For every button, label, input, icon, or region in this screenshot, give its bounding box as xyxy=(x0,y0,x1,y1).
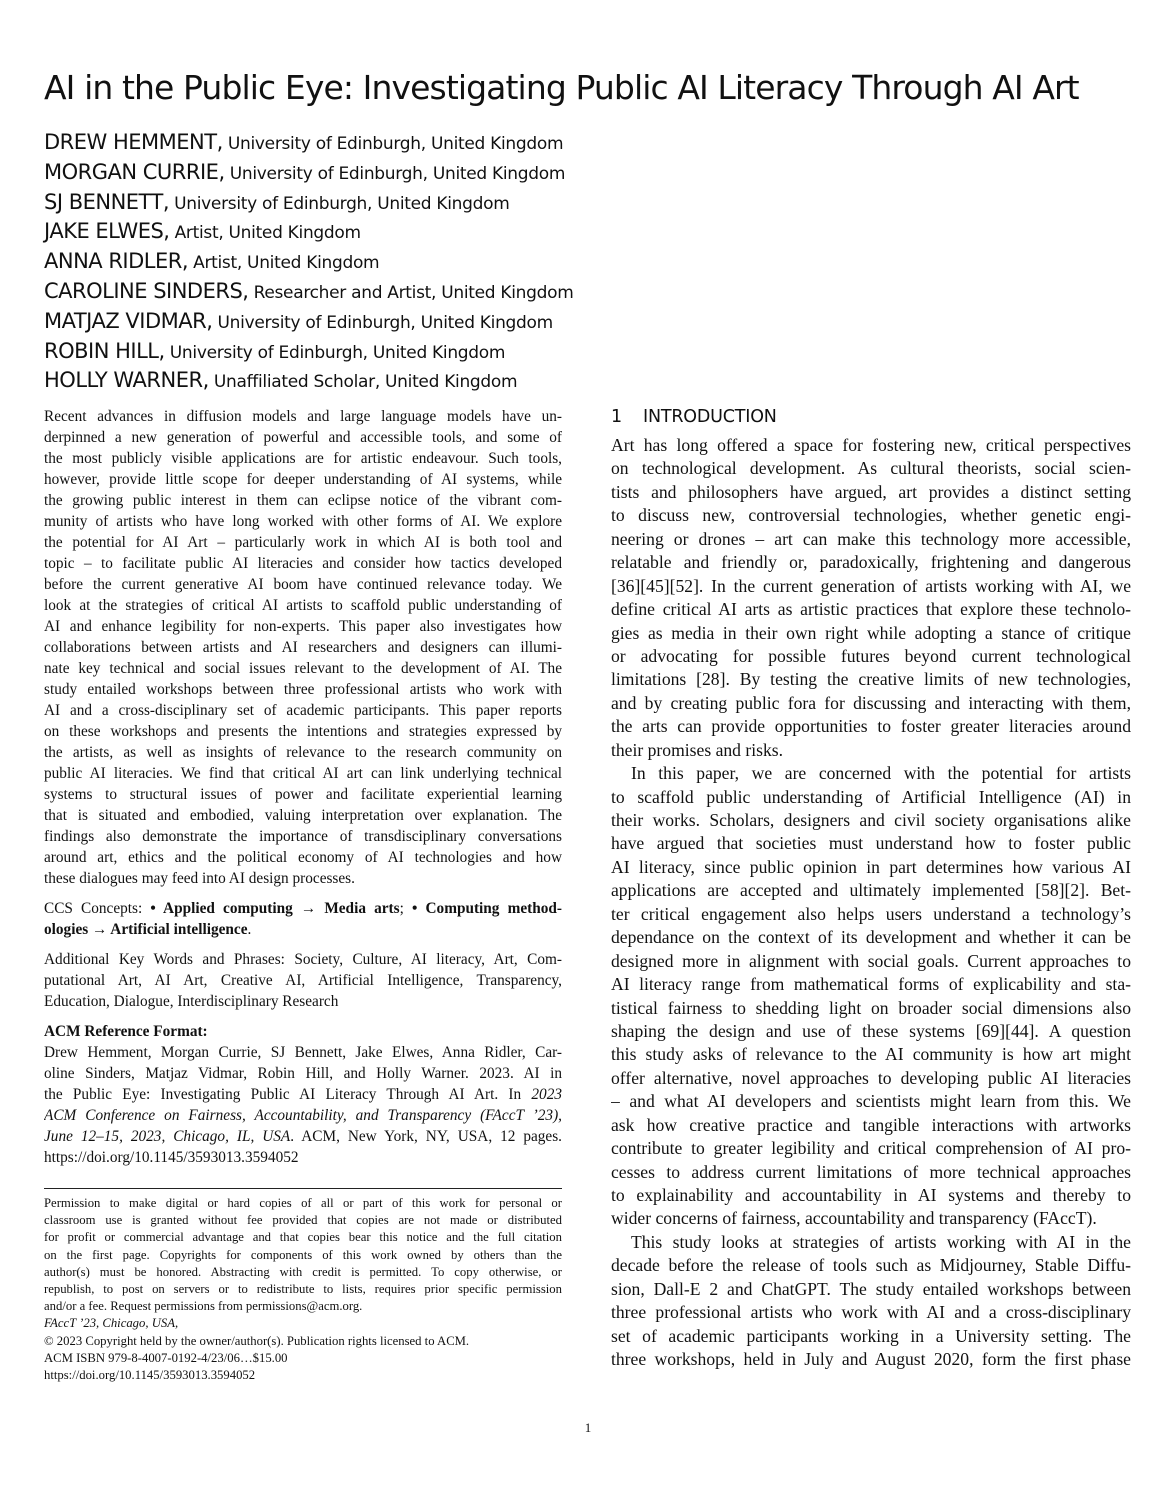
abstract-line: nate key technical and social issues relevant to the development of AI. The xyxy=(44,660,562,677)
abstract-line: AI and a cross-disciplinary set of academic participants. This paper reports xyxy=(44,702,562,719)
ccs-label: CCS Concepts: xyxy=(44,900,151,917)
abstract-line: the most publicly visible applications are for artistic endeavour. Such tools, xyxy=(44,450,562,467)
body-line: dependance on the context of its development and whether it can be xyxy=(611,927,1131,948)
author-affiliation: Artist, United Kingdom xyxy=(188,253,380,274)
author-affiliation: University of Edinburgh, United Kingdom xyxy=(212,312,553,333)
author-affiliation: Unaffiliated Scholar, United Kingdom xyxy=(208,372,518,393)
keywords-line: Education, Dialogue, Interdisciplinary Research xyxy=(44,993,339,1010)
ccs-bullet: • xyxy=(150,900,164,917)
section-heading xyxy=(611,404,1131,430)
permission-footnote xyxy=(44,1188,562,1384)
keywords xyxy=(44,949,562,1012)
author-affiliation: University of Edinburgh, United Kingdom xyxy=(169,193,510,214)
body-line: contribute to greater legibility and critical comprehension of AI pro- xyxy=(611,1138,1131,1159)
abstract-line: AI and enhance legibility for non-experts. This paper also investigates how xyxy=(44,618,562,635)
footnote-divider xyxy=(44,1188,562,1189)
intro-paragraph xyxy=(611,434,1131,762)
copyright-line: © 2023 Copyright held by the owner/author(s). Publication rights licensed to ACM. xyxy=(44,1333,470,1348)
ccs-item: ologies → Artificial intelligence xyxy=(44,921,248,938)
body-line: set of academic participants working in a University setting. The xyxy=(611,1325,1131,1346)
ccs-separator: ; xyxy=(399,900,412,917)
body-line: – and what AI developers and scientists might learn from this. We xyxy=(611,1091,1131,1112)
keywords-line: Additional Key Words and Phrases: Society, Culture, AI literacy, Art, Com- xyxy=(44,951,562,968)
author-entry xyxy=(44,337,573,367)
permission-line: for profit or commercial advantage and that copies bear this notice and the full citation xyxy=(44,1230,562,1245)
abstract-line: before the current generative AI boom have continued relevance today. We xyxy=(44,576,562,593)
abstract-line: these dialogues may feed into AI design processes. xyxy=(44,870,355,887)
abstract-line: the artists, as well as insights of relevance to the research community on xyxy=(44,744,562,761)
body-line: [36][45][52]. In the current generation of artists working with AI, we xyxy=(611,575,1131,596)
reference-venue: June 12–15, 2023, Chicago, IL, USA xyxy=(44,1128,291,1145)
body-line: shaping the design and use of these systems [69][44]. A question xyxy=(611,1020,1131,1041)
abstract xyxy=(44,406,562,889)
author-affiliation: University of Edinburgh, United Kingdom xyxy=(224,163,566,184)
abstract-line: munity of artists who have long worked with other forms of AI. We explore xyxy=(44,513,562,530)
body-line: ask how creative practice and tangible interactions with artworks xyxy=(611,1114,1131,1135)
permission-line: and/or a fee. Request permissions from permissions@acm.org. xyxy=(44,1299,363,1314)
body-line: AI literacy, since public opinion in part determines how various AI xyxy=(611,856,1131,877)
page-number: 1 xyxy=(584,1420,592,1435)
body-line: relatable and friendly or, paradoxically, frightening and dangerous xyxy=(611,552,1131,573)
body-line: wider concerns of fairness, accountability and transparency (FAccT). xyxy=(611,1208,1097,1229)
reference-doi-link[interactable]: https://doi.org/10.1145/3593013.3594052 xyxy=(44,1149,299,1166)
body-line: three workshops, held in July and August 2020, form the first phase xyxy=(611,1349,1131,1370)
abstract-line: study entailed workshops between three professional artists who work with xyxy=(44,681,562,698)
abstract-line: that is situated and embodied, valuing interpretation over explanation. The xyxy=(44,807,562,824)
body-line: three professional artists who work with AI and a cross-disciplinary xyxy=(611,1302,1131,1323)
paper-title: AI in the Public Eye: Investigating Public AI Literacy Through AI Art xyxy=(44,68,1079,107)
reference-heading xyxy=(44,1021,562,1042)
body-line: define critical AI arts as artistic practices that explore these technolo- xyxy=(611,599,1131,620)
abstract-line: Recent advances in diffusion models and large language models have un- xyxy=(44,408,562,425)
author-name: ROBIN HILL, xyxy=(44,338,165,363)
ccs-concepts xyxy=(44,898,562,940)
left-column xyxy=(44,406,562,1168)
abstract-line: systems to structural issues of power and facilitate experiential learning xyxy=(44,786,562,803)
body-line: this study asks of relevance to the AI community is how art might xyxy=(611,1044,1131,1065)
permission-line: classroom use is granted without fee provided that copies are not made or distributed xyxy=(44,1213,562,1228)
body-line: neering or drones – art can make this technology more accessible, xyxy=(611,528,1131,549)
reference-venue: ACM Conference on Fairness, Accountability, and Transparency (FAccT ’23), xyxy=(44,1107,562,1124)
body-line: cesses to address current limitations of more technical approaches xyxy=(611,1161,1131,1182)
body-line: to discuss new, controversial technologies, whether genetic engi- xyxy=(611,505,1131,526)
body-line: their promises and risks. xyxy=(611,739,784,760)
reference-line xyxy=(44,1105,562,1126)
body-line: applications are accepted and ultimately implemented [58][2]. Bet- xyxy=(611,880,1131,901)
body-line: tists and philosophers have argued, art provides a distinct setting xyxy=(611,481,1131,502)
ccs-line xyxy=(44,898,562,919)
permission-line: author(s) must be honored. Abstracting with credit is permitted. To copy otherwise, or xyxy=(44,1264,562,1279)
reference-text: the Public Eye: Investigating Public AI Literacy Through AI Art. In xyxy=(44,1086,532,1103)
abstract-line: derpinned a new generation of powerful and accessible tools, and some of xyxy=(44,429,562,446)
body-line: ter critical engagement also helps users understand a technology’s xyxy=(611,903,1131,924)
body-line: sion, Dall-E 2 and ChatGPT. The study entailed workshops between xyxy=(611,1278,1131,1299)
author-entry xyxy=(44,366,573,396)
ccs-end: . xyxy=(247,921,252,938)
abstract-line: the potential for AI Art – particularly work in which AI is both tool and xyxy=(44,534,562,551)
ccs-line xyxy=(44,919,562,940)
intro-paragraph xyxy=(611,1231,1131,1372)
body-line: offer alternative, novel approaches to developing public AI literacies xyxy=(611,1067,1131,1088)
permission-line: Permission to make digital or hard copies of all or part of this work for personal or xyxy=(44,1196,562,1210)
author-name: MORGAN CURRIE, xyxy=(44,159,225,184)
permission-line: republish, to post on servers or to redistribute to lists, requires prior specific permission xyxy=(44,1281,562,1296)
author-entry xyxy=(44,217,573,247)
body-line: and by creating public fora for discussing and interacting with them, xyxy=(611,692,1131,713)
author-affiliation: Artist, United Kingdom xyxy=(169,223,361,244)
body-line: their works. Scholars, designers and civil society organisations alike xyxy=(611,810,1131,830)
abstract-line: around art, ethics and the political economy of AI technologies and how xyxy=(44,849,562,866)
body-line: limitations [28]. By testing the creative limits of new technologies, xyxy=(611,669,1131,690)
body-line: or advocating for possible futures beyond current technological xyxy=(611,645,1131,666)
ccs-item: Applied computing → Media arts xyxy=(163,900,400,917)
reference-heading-text: ACM Reference Format: xyxy=(44,1023,208,1040)
reference-line xyxy=(44,1084,562,1105)
reference-text: . ACM, New York, NY, USA, 12 pages. xyxy=(290,1128,562,1145)
section-number: 1 xyxy=(611,407,622,427)
author-name: MATJAZ VIDMAR, xyxy=(44,308,213,333)
body-line: Art has long offered a space for fostering new, critical perspectives xyxy=(611,435,1131,455)
section-title: INTRODUCTION xyxy=(643,407,777,427)
ccs-bullet: • xyxy=(412,900,426,917)
venue-line xyxy=(44,1315,562,1332)
author-entry xyxy=(44,247,573,277)
keywords-line: putational Art, AI Art, Creative AI, Artificial Intelligence, Transparency, xyxy=(44,972,562,989)
body-line: decade before the release of tools such as Midjourney, Stable Diffu- xyxy=(611,1255,1131,1276)
body-line: In this paper, we are concerned with the potential for artists xyxy=(631,763,1131,784)
author-name: HOLLY WARNER, xyxy=(44,368,209,393)
venue-text: FAccT ’23, Chicago, USA, xyxy=(44,1316,179,1331)
author-entry xyxy=(44,277,573,307)
author-entry xyxy=(44,128,573,158)
author-entry xyxy=(44,188,573,218)
author-affiliation: Researcher and Artist, United Kingdom xyxy=(248,282,574,303)
reference-line: oline Sinders, Matjaz Vidmar, Robin Hill, and Holly Warner. 2023. AI in xyxy=(44,1065,562,1082)
body-line: gies as media in their own right while adopting a stance of critique xyxy=(611,622,1131,643)
body-line: to explainability and accountability in AI systems and thereby to xyxy=(611,1185,1131,1205)
author-entry xyxy=(44,158,573,188)
author-list xyxy=(44,128,573,396)
acm-reference-format xyxy=(44,1021,562,1168)
abstract-line: on these workshops and presents the intentions and strategies expressed by xyxy=(44,723,562,740)
abstract-line: the growing public interest in them can eclipse notice of the vibrant com- xyxy=(44,492,562,509)
ccs-item: Computing method- xyxy=(425,900,562,917)
author-name: JAKE ELWES, xyxy=(44,219,170,244)
doi-link[interactable]: https://doi.org/10.1145/3593013.3594052 xyxy=(44,1367,256,1382)
body-line: AI literacy range from mathematical forms of explicability and sta- xyxy=(611,974,1131,995)
abstract-line: public AI literacies. We find that critical AI art can link underlying technical xyxy=(44,765,562,782)
body-line: the arts can provide opportunities to foster greater literacies around xyxy=(611,716,1131,737)
body-line: designed more in alignment with social goals. Current approaches to xyxy=(611,950,1131,971)
author-affiliation: University of Edinburgh, United Kingdom xyxy=(164,342,506,363)
body-line: tistical fairness to shedding light on broader social dimensions also xyxy=(611,997,1131,1018)
reference-line: Drew Hemment, Morgan Currie, SJ Bennett, Jake Elwes, Anna Ridler, Car- xyxy=(44,1044,562,1061)
author-entry xyxy=(44,307,573,337)
reference-venue: 2023 xyxy=(531,1086,562,1103)
author-name: CAROLINE SINDERS, xyxy=(44,278,249,303)
permission-line: on the first page. Copyrights for components of this work owned by others than the xyxy=(44,1247,562,1262)
abstract-line: topic – to facilitate public AI literacies and consider how tactics developed xyxy=(44,555,562,572)
abstract-line: look at the strategies of critical AI artists to scaffold public understanding of xyxy=(44,597,562,614)
abstract-line: findings also demonstrate the importance of transdisciplinary conversations xyxy=(44,828,562,845)
abstract-line: however, provide little scope for deeper understanding of AI systems, while xyxy=(44,471,562,488)
author-name: DREW HEMMENT, xyxy=(44,130,223,154)
reference-line xyxy=(44,1126,562,1147)
body-line: on technological development. As cultural theorists, social scien- xyxy=(611,458,1131,479)
isbn-line: ACM ISBN 979-8-4007-0192-4/23/06…$15.00 xyxy=(44,1350,288,1365)
body-line: to scaffold public understanding of Artificial Intelligence (AI) in xyxy=(611,786,1131,807)
intro-paragraph xyxy=(611,762,1131,1231)
abstract-line: collaborations between artists and AI researchers and designers can illumi- xyxy=(44,639,562,656)
author-name: SJ BENNETT, xyxy=(44,189,170,214)
body-line: have argued that societies must understand how to foster public xyxy=(611,833,1131,854)
author-affiliation: University of Edinburgh, United Kingdom xyxy=(222,134,564,154)
author-name: ANNA RIDLER, xyxy=(44,249,189,274)
body-line: This study looks at strategies of artists working with AI in the xyxy=(631,1231,1131,1252)
right-column xyxy=(611,404,1131,1372)
